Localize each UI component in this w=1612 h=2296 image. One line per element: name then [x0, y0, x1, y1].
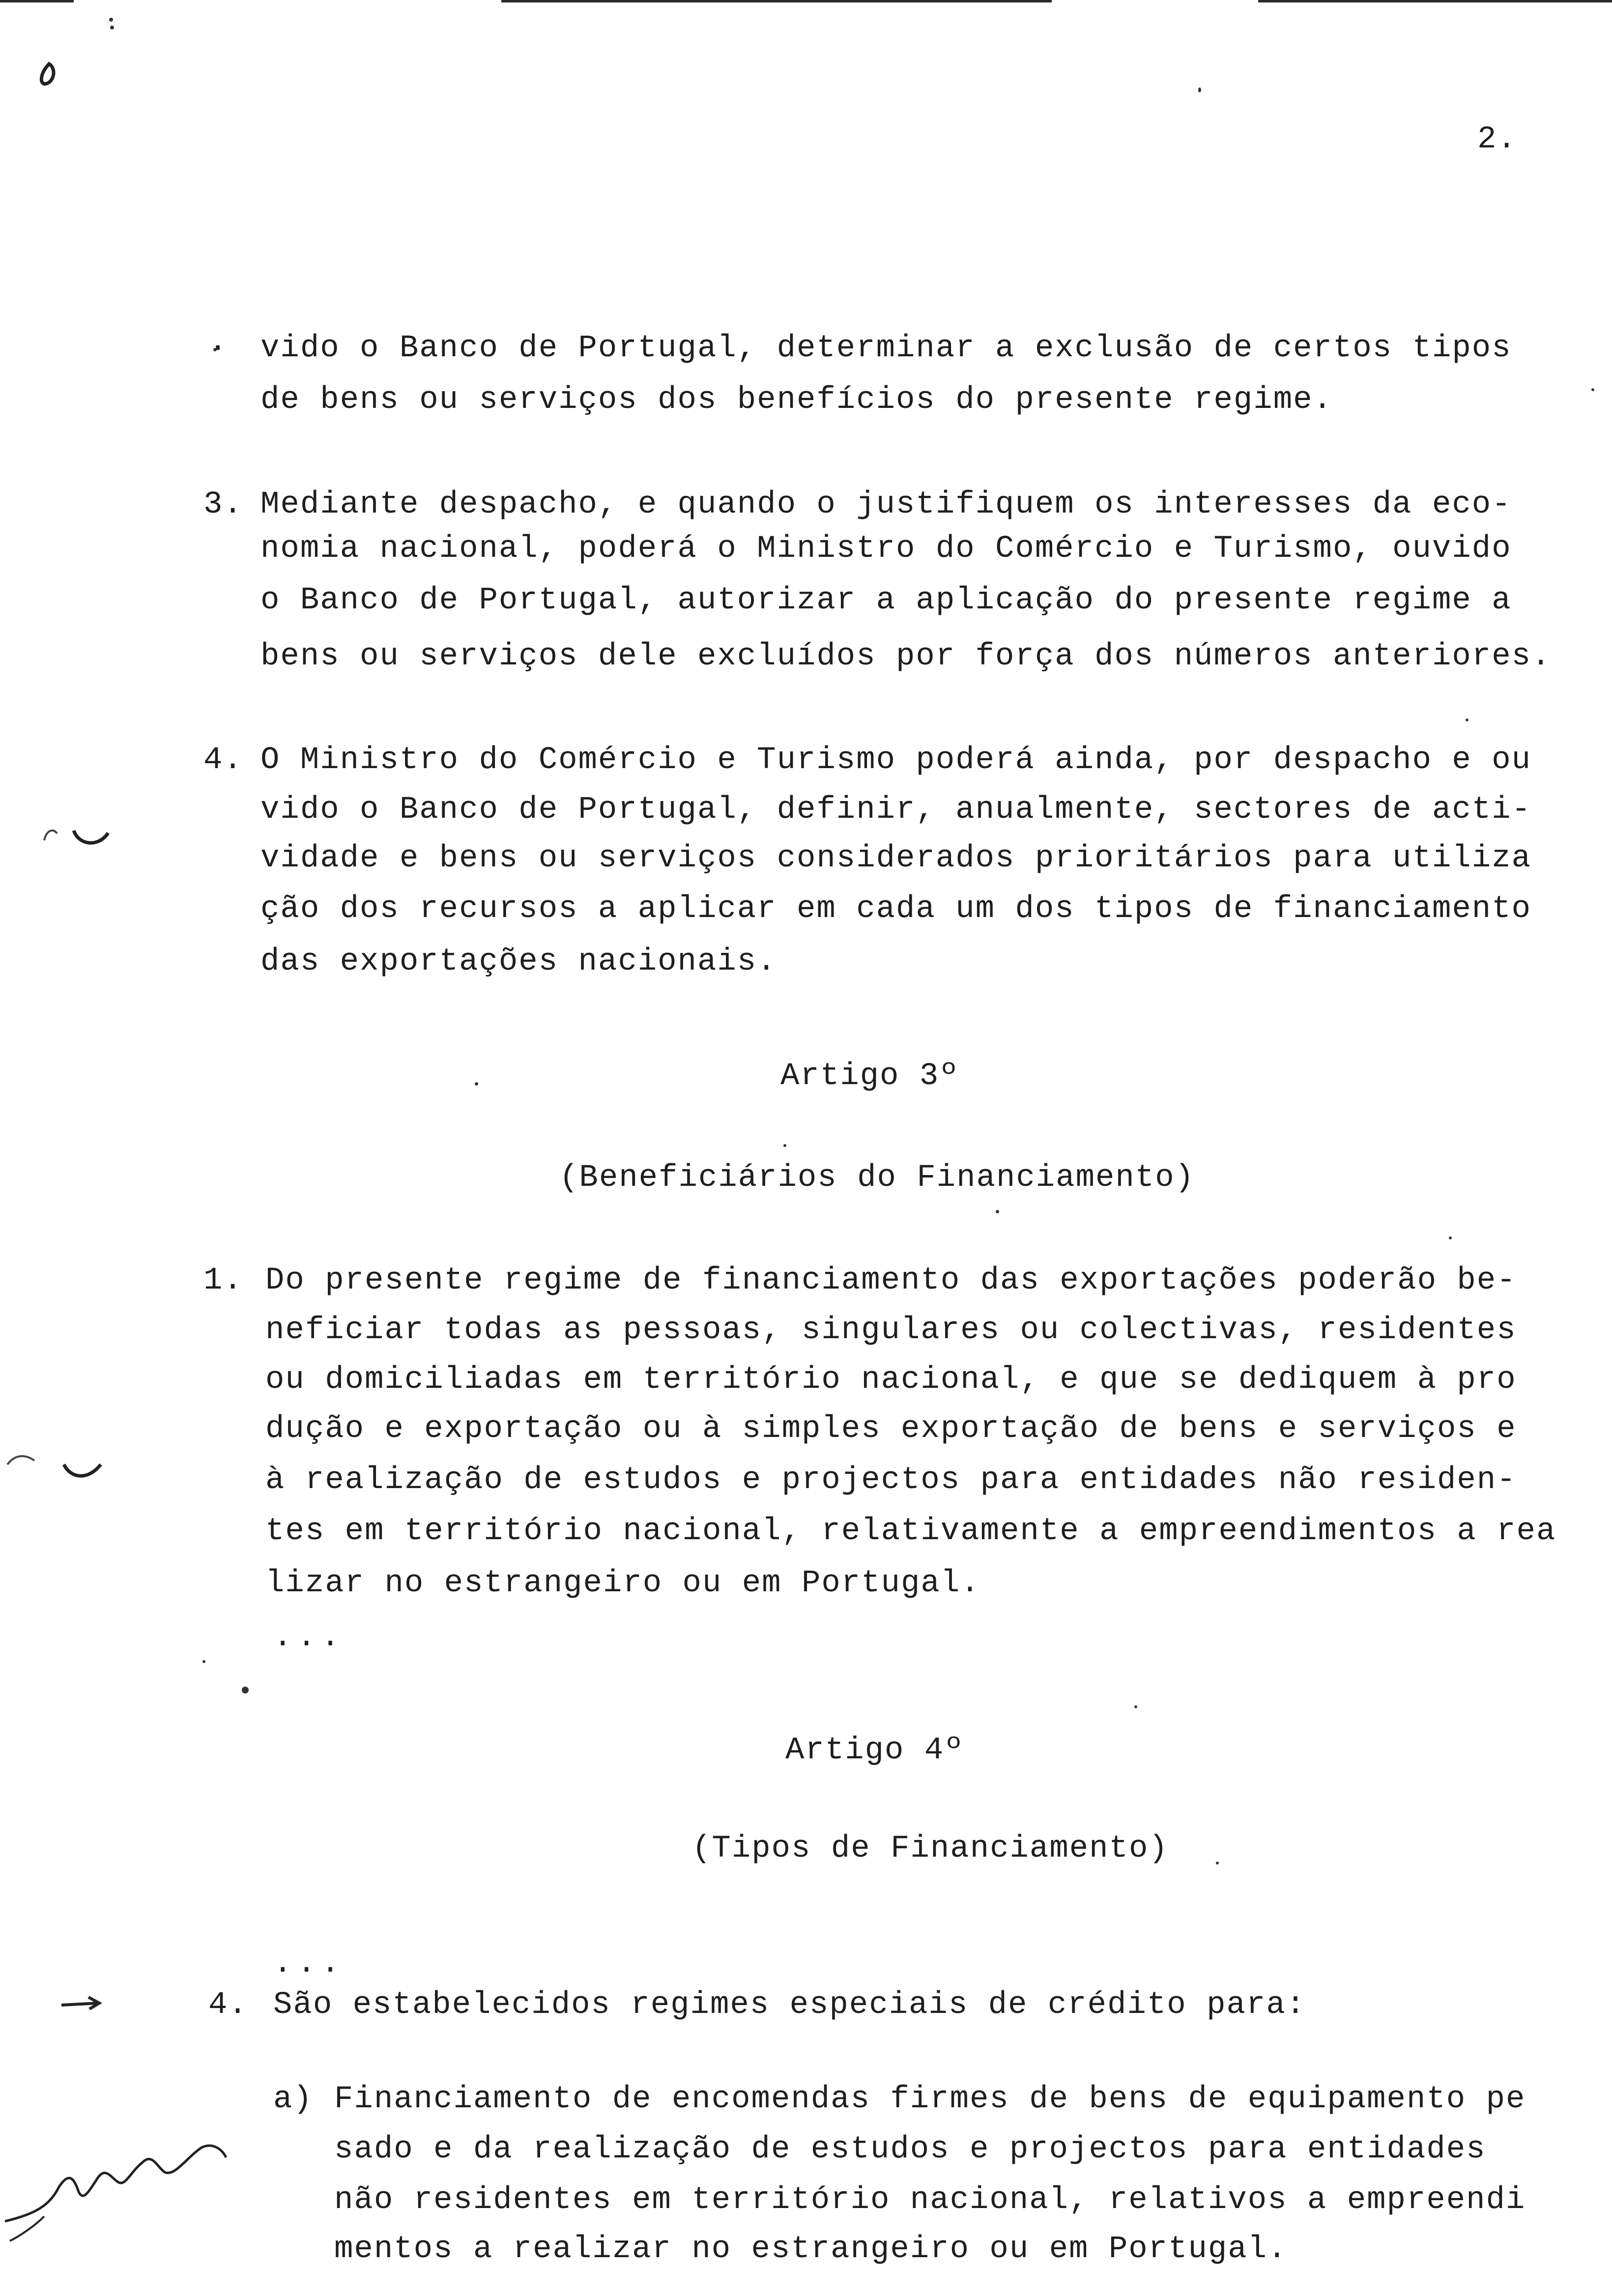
body-text-line: ção dos recursos a aplicar em cada um dos tipos de financiamento: [260, 891, 1531, 927]
article-subtitle: (Beneficiários do Financiamento): [559, 1160, 1195, 1196]
body-text-line: neficiar todas as pessoas, singulares ou colectivas, residentes: [265, 1313, 1517, 1348]
margin-mark-top-left: [34, 59, 64, 98]
omission-ellipsis: ...: [273, 1620, 345, 1655]
bullet-marker: ·: [208, 331, 229, 366]
margin-signature-scribble: [0, 2103, 231, 2251]
margin-arrow-mark: [59, 1990, 103, 2015]
body-text-line: não residentes em território nacional, relativos a empreendi: [334, 2182, 1526, 2218]
body-text-line: Do presente regime de financiamento das exportações poderão be-: [265, 1263, 1517, 1298]
article-title: Artigo 3º: [780, 1059, 959, 1094]
body-text-line: bens ou serviços dele excluídos por força dos números anteriores.: [260, 639, 1552, 674]
list-item-number: 4.: [208, 1987, 248, 2023]
body-text-line: lizar no estrangeiro ou em Portugal.: [265, 1566, 980, 1601]
body-text-line: sado e da realização de estudos e projectos para entidades: [334, 2132, 1486, 2167]
omission-ellipsis: ...: [273, 1946, 345, 1981]
sub-item-letter: a): [273, 2082, 313, 2117]
scan-speck: [1449, 1236, 1452, 1239]
scan-speck: [1134, 1705, 1137, 1708]
body-text-line: nomia nacional, poderá o Ministro do Comércio e Turismo, ouvido: [260, 531, 1512, 567]
scan-speck: [783, 1144, 786, 1147]
body-text-line: o Banco de Portugal, autorizar a aplicação do presente regime a: [260, 583, 1512, 618]
margin-tick-mark: [39, 811, 113, 855]
scan-speck: [475, 1082, 478, 1086]
scan-speck: [242, 1687, 249, 1693]
scan-speck: [1466, 718, 1468, 721]
list-item-number: 4.: [203, 743, 243, 778]
scan-speck: [109, 18, 113, 22]
scan-speck: [1216, 1862, 1219, 1865]
body-text-line: de bens ou serviços dos benefícios do presente regime.: [260, 382, 1333, 418]
body-text-line: tes em território nacional, relativamente a empreendimentos a rea: [265, 1514, 1556, 1549]
scan-speck: [996, 1210, 999, 1213]
article-subtitle: (Tipos de Financiamento): [692, 1831, 1169, 1866]
scan-speck: [110, 26, 114, 29]
body-text-line: O Ministro do Comércio e Turismo poderá ainda, por despacho e ou: [260, 743, 1531, 778]
article-title: Artigo 4º: [785, 1733, 964, 1768]
page-number: 2.: [1477, 122, 1517, 157]
scan-speck: [1198, 87, 1201, 92]
top-edge-rule: [1258, 0, 1612, 2]
body-text-line: vidade e bens ou serviços considerados prioritários para utiliza: [260, 841, 1531, 876]
body-text-line: mentos a realizar no estrangeiro ou em Portugal.: [334, 2232, 1288, 2267]
body-text-line: São estabelecidos regimes especiais de crédito para:: [273, 1987, 1306, 2023]
body-text-line: ou domiciliadas em território nacional, e que se dediquem à pro: [265, 1362, 1517, 1398]
margin-tick-mark: [5, 1445, 103, 1489]
body-text-line: Financiamento de encomendas firmes de bens de equipamento pe: [334, 2082, 1526, 2117]
scan-speck: [202, 1660, 205, 1663]
body-text-line: à realização de estudos e projectos para entidades não residen-: [265, 1463, 1517, 1498]
top-edge-rule: [0, 0, 74, 2]
list-item-number: 3.: [203, 487, 243, 522]
body-text-line: das exportações nacionais.: [260, 944, 777, 979]
scan-speck: [1591, 388, 1594, 391]
body-text-line: dução e exportação ou à simples exportação de bens e serviços e: [265, 1411, 1517, 1447]
body-text-line: Mediante despacho, e quando o justifiquem os interesses da eco-: [260, 487, 1512, 522]
list-item-number: 1.: [203, 1263, 243, 1298]
body-text-line: vido o Banco de Portugal, definir, anualmente, sectores de acti-: [260, 792, 1531, 828]
body-text-line: vido o Banco de Portugal, determinar a exclusão de certos tipos: [260, 331, 1512, 366]
top-edge-rule: [501, 0, 1052, 2]
